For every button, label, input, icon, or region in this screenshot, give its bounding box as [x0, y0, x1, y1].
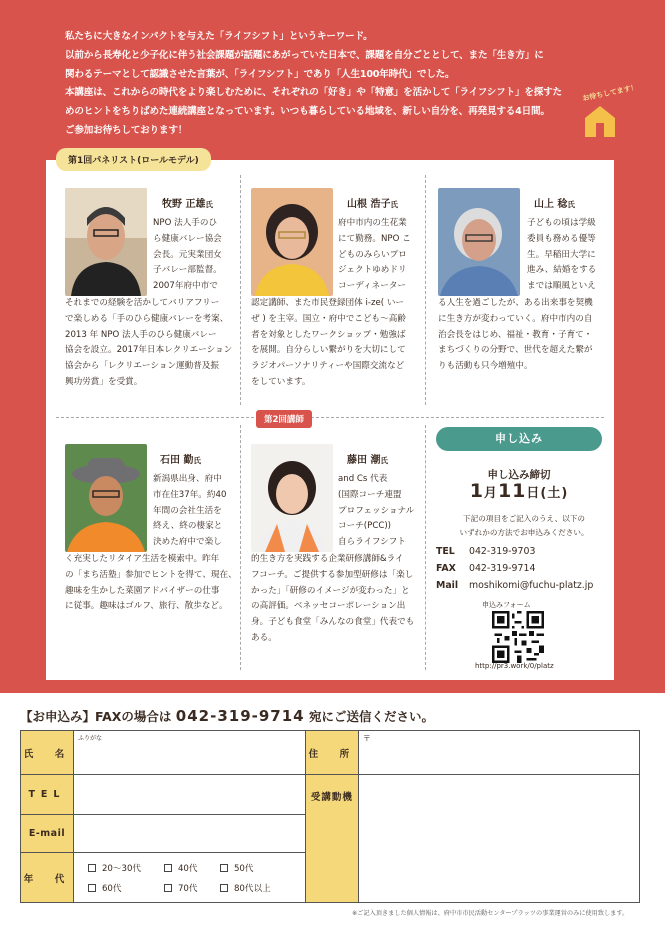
text-line: 興功労賞」を受賞。: [65, 376, 143, 387]
age-option[interactable]: 70代: [164, 882, 220, 894]
text-line: 協会を設立。2017年日本レクリエーション: [65, 345, 233, 356]
text-line: 子バレー部監督。: [153, 265, 222, 276]
panelist-label: 第1回パネリスト(ロールモデル): [56, 148, 211, 171]
address-label: 住 所: [305, 731, 358, 775]
application-form-table: [20, 730, 640, 903]
checkbox[interactable]: [220, 884, 228, 892]
divider: [240, 425, 241, 670]
text-line: に生き方が変わっていく。府中市内の自: [438, 313, 593, 324]
tel-field[interactable]: [73, 775, 305, 815]
contact-tel: TEL 042-319-9703: [436, 546, 536, 557]
apply-button[interactable]: 申し込み: [436, 427, 602, 451]
avatar: [438, 188, 520, 296]
text-line: 2013 年 NPO 法人手のひら健康バレー: [65, 329, 217, 340]
text-line: をしています。: [251, 376, 311, 387]
text-line: ら健康バレー協会: [153, 233, 222, 244]
qr-code-icon[interactable]: [492, 611, 544, 663]
mail-link[interactable]: moshikomi@fuchu-platz.jp: [469, 580, 594, 591]
text-line: プロフェッショナル: [338, 505, 415, 516]
welcome-label: お待ちしてます！: [581, 83, 639, 103]
text-line: 自らライフシフト: [338, 537, 406, 548]
name-label: 氏 名: [21, 731, 74, 775]
person-side-text: [338, 216, 411, 295]
person-name: 山上 稔氏: [534, 199, 575, 210]
house-icon: [584, 104, 616, 138]
text-line: コーディネーター: [338, 281, 407, 292]
zip-mark: 〒: [362, 734, 371, 743]
email-label: E-mail: [21, 815, 74, 853]
person-side-text: [153, 472, 226, 551]
checkbox[interactable]: [220, 864, 228, 872]
age-option[interactable]: 20〜30代: [88, 862, 164, 874]
person-name: 石田 勤氏: [160, 455, 201, 466]
text-line: 委員も務める優等: [527, 233, 596, 244]
text-line: 決めた府中で楽し: [153, 537, 222, 548]
age-option[interactable]: 80代以上: [220, 882, 290, 894]
qr-label: 申込みフォーム: [482, 601, 531, 609]
text-line: いずれかの方法でお申込みください。: [459, 528, 589, 537]
divider: [56, 417, 604, 418]
text-line: 生。早稲田大学に: [527, 249, 596, 260]
text-line: 2007年府中市で: [153, 281, 218, 292]
intro-line: 以前から長寿化と少子化に伴う社会課題が話題にあがっていた日本で、課題を自分ごととして、また「生き方」に: [65, 49, 544, 61]
contact-fax: FAX 042-319-9714: [436, 563, 536, 574]
text-line: く充実したリタイア生活を模索中。昨年: [65, 554, 220, 564]
text-line: までは順風といえ: [527, 281, 596, 292]
person-bio: [251, 296, 406, 391]
motive-field[interactable]: [358, 775, 639, 903]
fax-form-title: 【お申込み】FAXの場合は 042-319-9714 宛にご送信ください。: [20, 707, 434, 725]
text-line: まちづくりの分野で、世代を超えた繋が: [438, 345, 593, 356]
furigana-label: ふりがな: [77, 735, 102, 742]
text-line: NPO 法人手のひ: [153, 218, 218, 228]
text-line: 身。子ども食堂「みんなの食堂」代表でも: [251, 617, 415, 628]
age-option[interactable]: 60代: [88, 882, 164, 894]
text-line: かった」「研修のイメージが変わった」と: [251, 585, 410, 596]
text-line: コーチ(PCC)): [338, 521, 392, 532]
text-line: 協会から「レクリエーション運動普及振: [65, 361, 220, 372]
text-line: 市在住37年。約40: [153, 489, 227, 500]
avatar: [251, 444, 333, 552]
text-line: and Cs 代表: [338, 474, 388, 484]
deadline-date: 1月11日(土): [469, 480, 569, 502]
text-line: る人生を過ごしたが、ある出来事を契機: [438, 298, 593, 308]
text-line: 新潟県出身、府中: [153, 474, 222, 484]
text-line: それまでの経験を活かしてバリアフリー: [65, 298, 220, 308]
text-line: 会長。元実業団女: [153, 249, 222, 260]
intro-line: 関わるテーマとして認識させた言葉が、「ライフシフト」であり「人生100年時代」でした。: [65, 68, 455, 80]
age-options: [73, 853, 305, 903]
divider: [425, 175, 426, 405]
contact-mail: Mail moshikomi@fuchu-platz.jp: [436, 580, 594, 591]
text-line: の「まち活塾」参加でヒントを得て、現在、: [65, 569, 237, 580]
text-line: にて勤務。NPO こ: [338, 233, 411, 244]
tel-label: TEL: [21, 775, 74, 815]
intro-line: 本講座は、これからの時代をより楽しむために、それぞれの「好き」や「特意」を活かして「ライフシフト」を探すた: [65, 87, 562, 99]
avatar: [65, 444, 147, 552]
email-field[interactable]: [73, 815, 305, 853]
person-bio: [251, 552, 414, 647]
motive-label: 受講動機: [305, 775, 358, 903]
privacy-note: ※ご記入頂きました個人情報は、府中市市民活動センタープラッツの事業運営のみに使用致します。: [352, 910, 629, 917]
text-line: フコーチ。ご提供する参加型研修は「楽し: [251, 569, 414, 580]
person-name: 牧野 正雄氏: [162, 199, 213, 210]
text-line: に従事。趣味はゴルフ、旅行、散歩など。: [65, 601, 228, 612]
text-line: どものみらいプロ: [338, 249, 407, 260]
qr-url[interactable]: http://pr3.work/0/platz: [475, 662, 554, 670]
text-line: (国際コーチ連盟: [338, 489, 402, 500]
age-option[interactable]: 50代: [220, 862, 290, 874]
person-bio: [438, 296, 593, 375]
text-line: 認定講師、また市民登録団体 i-ze( いー: [251, 298, 405, 308]
divider: [240, 175, 241, 405]
text-line: ある。: [251, 632, 277, 643]
text-line: ジェクトゆめドリ: [338, 265, 407, 276]
lecturer-label: 第2回講師: [256, 410, 312, 428]
person-side-text: [153, 216, 222, 295]
intro-text: [65, 28, 585, 141]
text-line: 進み、結婚をする: [527, 265, 597, 276]
avatar: [65, 188, 147, 296]
person-name: 山根 浩子氏: [347, 199, 398, 210]
text-line: りも活動も只今増殖中。: [438, 361, 533, 372]
checkbox[interactable]: [164, 864, 172, 872]
text-line: 的生き方を実践する企業研修講師&ライ: [251, 554, 404, 564]
text-line: ラジオパーソナリティーや国際交流など: [251, 361, 405, 372]
address-field[interactable]: [358, 731, 639, 775]
person-bio: [65, 296, 232, 391]
checkbox[interactable]: [88, 864, 96, 872]
text-line: を展開。自分らしい繋がりを大切にして: [251, 345, 406, 356]
age-option[interactable]: 40代: [164, 862, 220, 874]
divider: [425, 425, 426, 670]
text-line: 年間の会社生活を: [153, 505, 222, 516]
person-side-text: [527, 216, 596, 295]
apply-description: [440, 512, 608, 540]
text-line: 府中市内の生花業: [338, 218, 407, 228]
checkbox[interactable]: [88, 884, 96, 892]
text-line: の高評価。ベネッセコーポレーション出: [251, 601, 406, 612]
name-field[interactable]: [73, 731, 305, 775]
text-line: 終え、終の棲家と: [153, 521, 223, 532]
intro-line: めのヒントをちりばめた連続講座となっています。いつも暮らしている地域を、新しい自分を、再発見する4日間。: [65, 106, 550, 118]
text-line: 趣味を生かした菜園アドバイザーの仕事: [65, 585, 220, 596]
text-line: 下記の項目をご記入のうえ、以下の: [463, 514, 585, 523]
person-bio: [65, 552, 237, 615]
intro-line: 私たちに大きなインパクトを与えた「ライフシフト」というキーワード。: [65, 31, 373, 42]
text-line: 治会長をはじめ、福祉・教育・子育て・: [438, 329, 593, 340]
age-label: 年 代: [21, 853, 74, 903]
checkbox[interactable]: [164, 884, 172, 892]
text-line: ぜ ) を主宰。国立・府中でこども〜高齢: [251, 313, 406, 324]
person-name: 藤田 潮氏: [347, 455, 388, 466]
intro-line: ご参加お待ちしております！: [65, 124, 188, 136]
text-line: 子どもの頃は学級: [527, 218, 596, 228]
text-line: で楽しめる「手のひら健康バレーを考案、: [65, 313, 229, 324]
avatar: [251, 188, 333, 296]
person-side-text: [338, 472, 414, 551]
deadline-label: 申し込み締切: [487, 469, 551, 481]
text-line: 者を対象としたワークショップ・勉強ば: [251, 329, 406, 340]
